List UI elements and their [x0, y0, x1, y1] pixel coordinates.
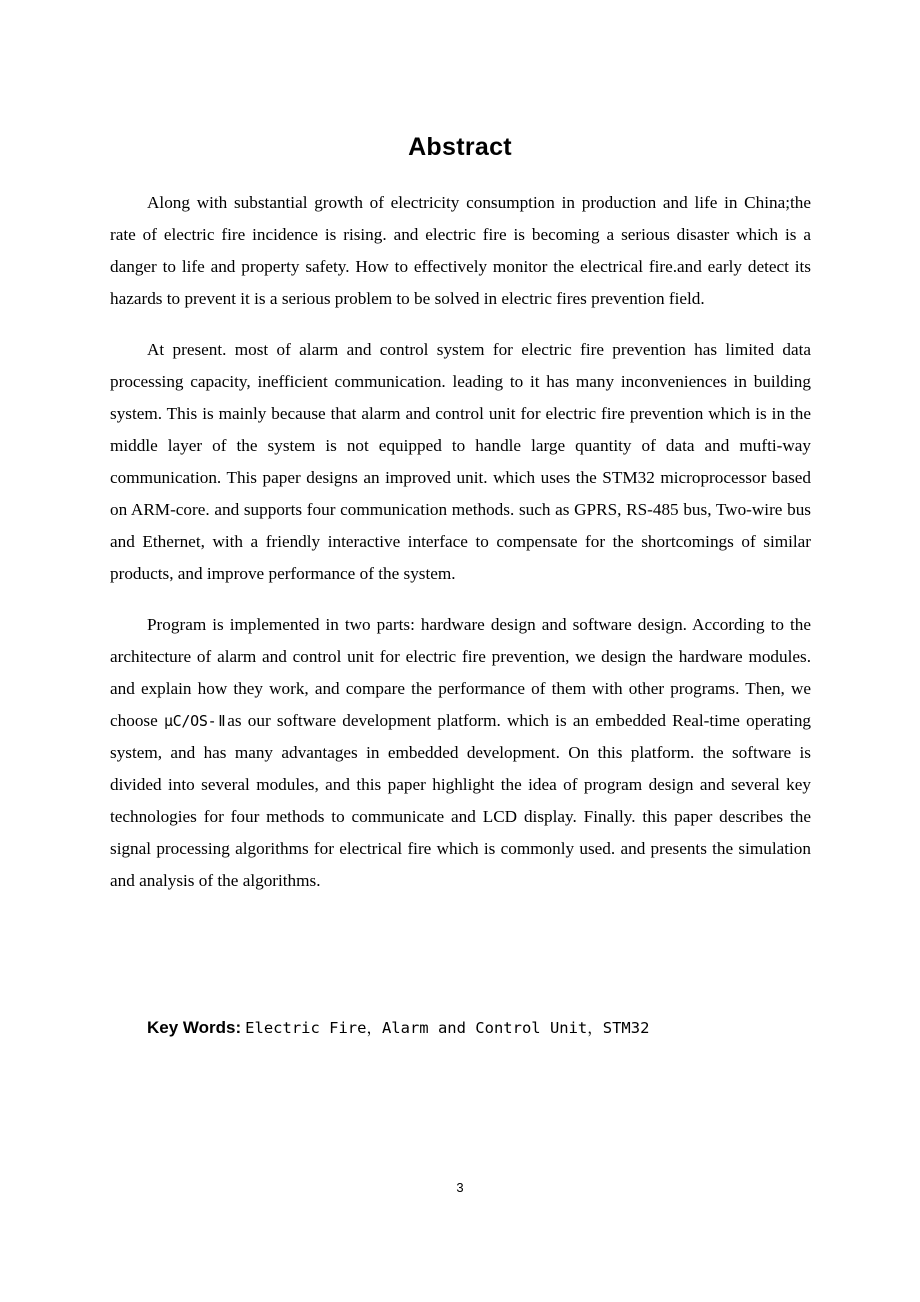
abstract-paragraph-1: Along with substantial growth of electricity consumption in production and life in China;the rate of electric fire incidence is rising. and electric fire is becoming a serious disaster which is a danger to life and property safety. How to effectively monitor the electrical fire.and early detect its hazards to prevent it is a serious problem to be solved in electric fires prevention field.: [110, 193, 811, 308]
keywords-value: Electric Fire，Alarm and Control Unit，STM32: [245, 1019, 650, 1037]
paragraph-3-text-after-os: as our software development platform. which is an embedded Real-time operating system, and has many advantages in embedded development. On this platform. the software is divided into several modules, and this paper highlight the idea of program design and several key technologies for four methods to communicate and LCD display. Finally. this paper describes the signal processing algorithms for electrical fire which is commonly used. and presents the simulation and analysis of the algorithms.: [110, 711, 812, 890]
paragraph-3-text-before-os: Program is implemented in two parts: hardware design and software design. According to the architecture of alarm and control unit for electric fire prevention, we design the hardware modules. and explain how they work, and compare the performance of them with other programs. Then, we choose: [110, 615, 811, 730]
abstract-body: [110, 187, 811, 916]
abstract-paragraph-3: [110, 609, 811, 897]
keywords-label: Key Words:: [147, 1018, 242, 1037]
abstract-title: Abstract: [408, 133, 512, 161]
page-number: 3: [456, 1180, 464, 1195]
keywords-line: [147, 1016, 649, 1038]
abstract-paragraph-2: At present. most of alarm and control system for electric fire prevention has limited data processing capacity, inefficient communication. leading to it has many inconveniences in building system. This is mainly because that alarm and control unit for electric fire prevention which is in the middle layer of the system is not equipped to handle large quantity of data and mufti-way communication. This paper designs an improved unit. which uses the STM32 microprocessor based on ARM-core. and supports four communication methods. such as GPRS, RS-485 bus, Two-wire bus and Ethernet, with a friendly interactive interface to compensate for the shortcomings of similar products, and improve performance of the system.: [110, 340, 811, 583]
os-name: μC/OS-Ⅱ: [163, 712, 228, 730]
